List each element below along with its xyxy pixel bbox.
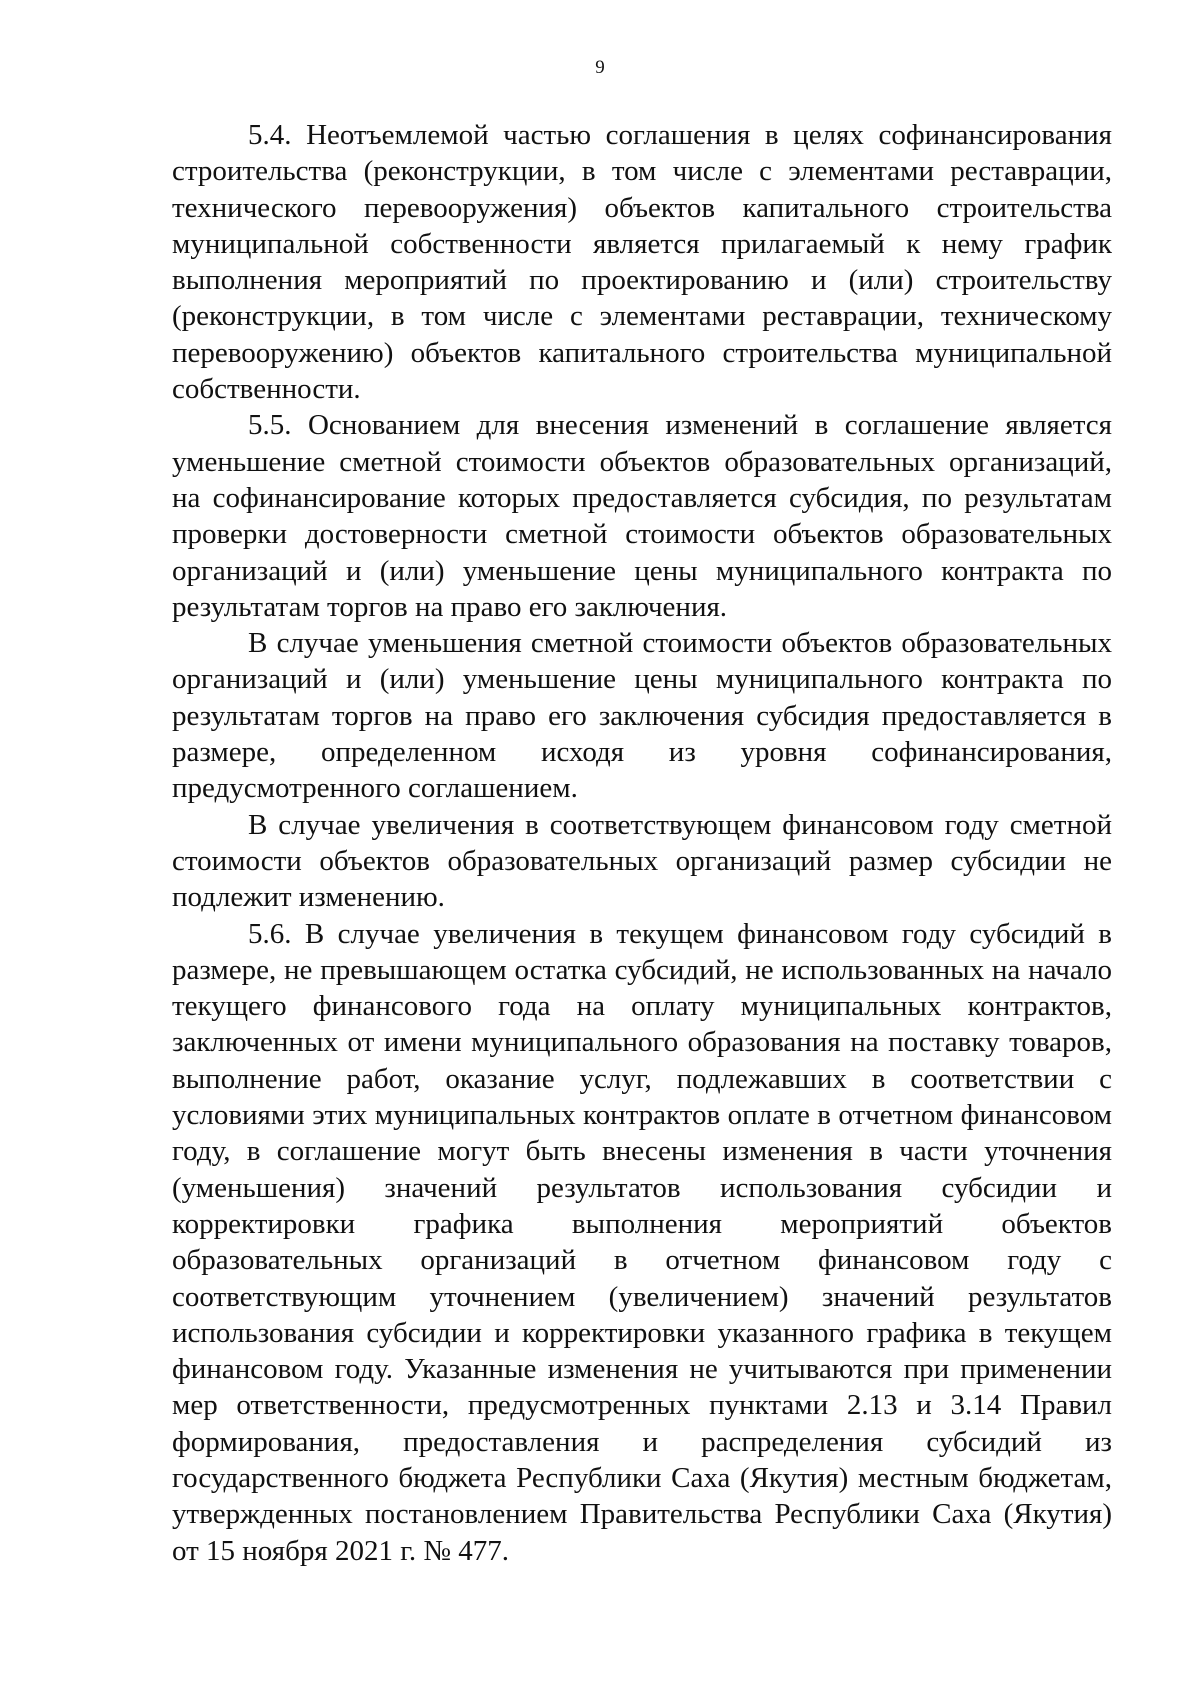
paragraph-5-5: 5.5. Основанием для внесения изменений в соглашение является уменьшение сметной стоимости объектов образовательных организаций, на софинансирование которых предоставляется субсидия, по результатам проверки достоверности сметной стоимости объектов образовательных организаций и (или) уменьшение цены муниципального контракта по результатам торгов на право его заключения. bbox=[172, 409, 1112, 623]
paragraph-5-4: 5.4. Неотъемлемой частью соглашения в целях софинансирования строительства (реконструкции, в том числе с элементами реставрации, технического перевооружения) объектов капитального строительства муниципальной собственности является прилагаемый к нему график выполнения мероприятий по проектированию и (или) строительству (реконструкции, в том числе с элементами реставрации, техническому перевооружению) объектов капитального строительства муниципальной собственности. bbox=[172, 119, 1112, 406]
paragraph-cost-increase: В случае увеличения в соответствующем финансовом году сметной стоимости объектов образовательных организаций размер субсидии не подлежит изменению. bbox=[172, 808, 1112, 914]
page-number: 9 bbox=[595, 57, 605, 78]
document-body bbox=[172, 117, 1112, 1569]
paragraph-cost-decrease: В случае уменьшения сметной стоимости объектов образовательных организаций и (или) уменьшение цены муниципального контракта по результатам торгов на право его заключения субсидия предоставляется в размере, определенном исходя из уровня софинансирования, предусмотренного соглашением. bbox=[172, 627, 1112, 805]
paragraph-5-6: 5.6. В случае увеличения в текущем финансовом году субсидий в размере, не превышающем остатка субсидий, не использованных на начало текущего финансового года на оплату муниципальных контрактов, заключенных от имени муниципального образования на поставку товаров, выполнение работ, оказание услуг, подлежавших в соответствии с условиями этих муниципальных контрактов оплате в отчетном финансовом году, в соглашение могут быть внесены изменения в части уточнения (уменьшения) значений результатов использования субсидии и корректировки графика выполнения мероприятий объектов образовательных организаций в отчетном финансовом году с соответствующим уточнением (увеличением) значений результатов использования субсидии и корректировки указанного графика в текущем финансовом году. Указанные изменения не учитываются при применении мер ответственности, предусмотренных пунктами 2.13 и 3.14 Правил формирования, предоставления и распределения субсидий из государственного бюджета Республики Саха (Якутия) местным бюджетам, утвержденных постановлением Правительства Республики Саха (Якутия) от 15 ноября 2021 г. № 477. bbox=[172, 917, 1112, 1567]
